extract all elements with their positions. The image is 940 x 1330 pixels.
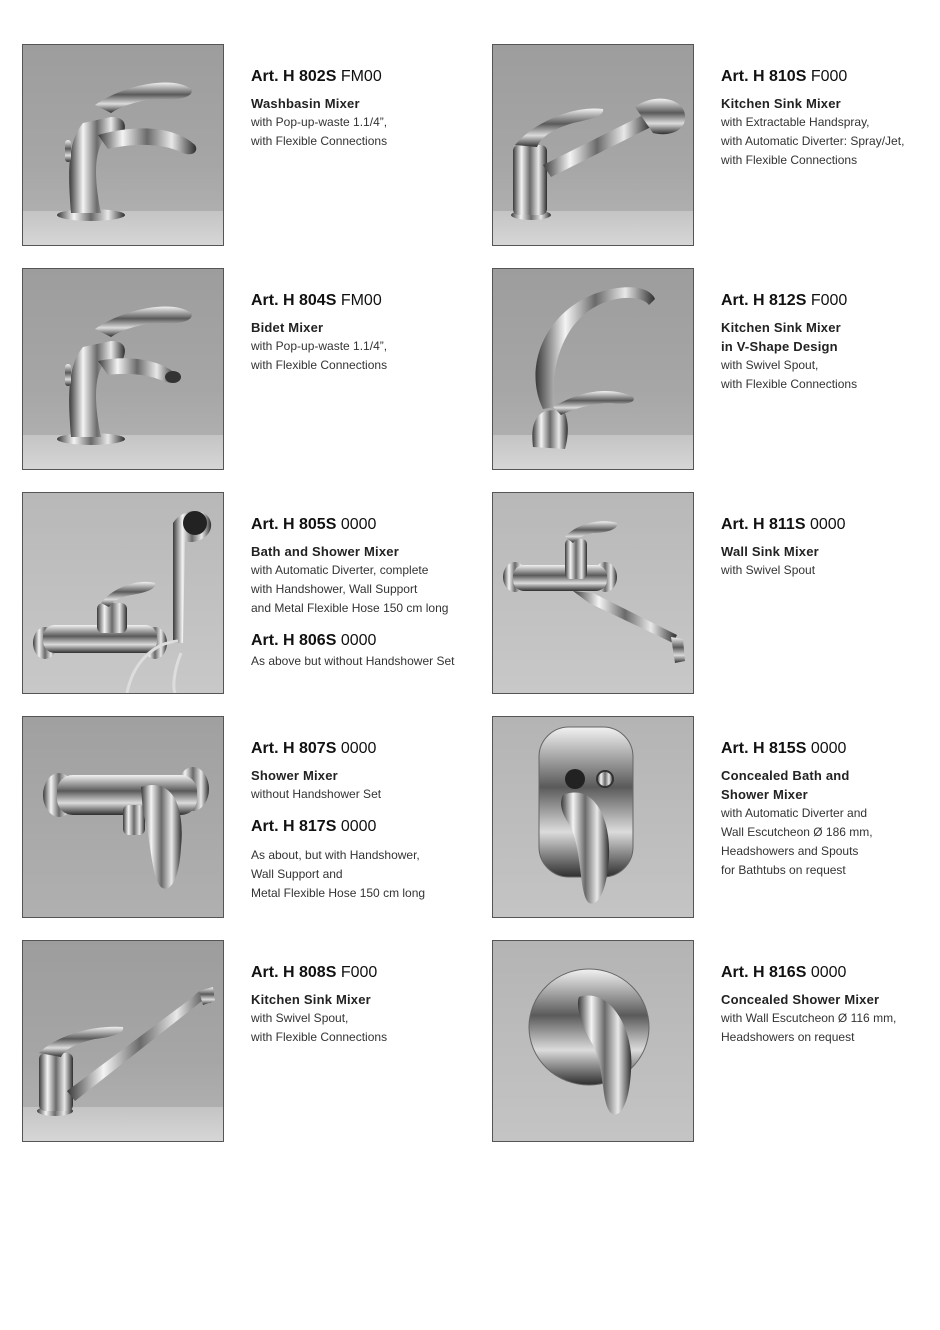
product-description-secondary: As above but without Handshower Set xyxy=(251,654,455,668)
product-h805s xyxy=(22,492,482,697)
article-code: Art. H 816S 0000 xyxy=(721,964,847,981)
product-h816s xyxy=(492,940,940,1145)
faucet-icon xyxy=(23,717,223,917)
faucet-icon xyxy=(493,493,693,693)
article-code: Art. H 811S 0000 xyxy=(721,516,846,533)
product-description: with Swivel Spout xyxy=(721,563,816,577)
article-code: Art. H 807S 0000 xyxy=(251,740,377,757)
article-code: Art. H 808S F000 xyxy=(251,964,378,981)
shower-mixer-photo xyxy=(22,716,224,918)
faucet-icon xyxy=(23,269,223,469)
faucet-icon xyxy=(23,45,223,245)
product-h811s xyxy=(492,492,940,697)
product-description: with Automatic Diverter, complete with Handshower, Wall Support and Metal Flexible Hose 150 cm long xyxy=(251,563,449,615)
article-code: Art. H 815S 0000 xyxy=(721,740,847,757)
v-shape-kitchen-mixer-photo xyxy=(492,268,694,470)
article-code: Art. H 810S F000 xyxy=(721,68,848,85)
article-code: Art. H 812S F000 xyxy=(721,292,848,309)
product-h815s xyxy=(492,716,940,921)
article-code-secondary: Art. H 806S 0000 xyxy=(251,632,377,649)
faucet-icon xyxy=(493,269,693,469)
product-description: with Pop-up-waste 1.1/4”, with Flexible Connections xyxy=(251,115,388,148)
product-description: with Automatic Diverter and Wall Escutcheon Ø 186 mm, Headshowers and Spouts for Bathtubs on request xyxy=(721,806,873,877)
faucet-icon xyxy=(493,45,693,245)
faucet-icon xyxy=(23,493,223,693)
product-name: Concealed Shower Mixer xyxy=(721,992,880,1007)
product-name: Kitchen Sink Mixer xyxy=(721,96,841,111)
product-h807s xyxy=(22,716,482,921)
product-h808s xyxy=(22,940,482,1145)
product-name: Bath and Shower Mixer xyxy=(251,544,399,559)
article-code: Art. H 802S FM00 xyxy=(251,68,382,85)
article-code-secondary: Art. H 817S 0000 xyxy=(251,818,377,835)
article-code: Art. H 804S FM00 xyxy=(251,292,382,309)
faucet-icon xyxy=(493,717,693,917)
washbasin-mixer-photo xyxy=(22,44,224,246)
kitchen-sink-mixer-swivel-photo xyxy=(22,940,224,1142)
product-name: Shower Mixer xyxy=(251,768,338,783)
product-description-secondary: As about, but with Handshower, Wall Support and Metal Flexible Hose 150 cm long xyxy=(251,848,426,900)
kitchen-sink-mixer-photo xyxy=(492,44,694,246)
bidet-mixer-photo xyxy=(22,268,224,470)
product-h810s xyxy=(492,44,940,249)
product-h802s xyxy=(22,44,482,249)
product-name: Wall Sink Mixer xyxy=(721,544,819,559)
product-description: with Swivel Spout, with Flexible Connections xyxy=(251,1011,388,1044)
bath-shower-mixer-photo xyxy=(22,492,224,694)
product-name: Concealed Bath and Shower Mixer xyxy=(721,768,850,802)
product-description: with Wall Escutcheon Ø 116 mm, Headshowers on request xyxy=(721,1011,897,1044)
product-name: Washbasin Mixer xyxy=(251,96,360,111)
wall-sink-mixer-photo xyxy=(492,492,694,694)
product-h812s xyxy=(492,268,940,473)
concealed-bath-shower-mixer-photo xyxy=(492,716,694,918)
product-name: Kitchen Sink Mixer xyxy=(251,992,371,1007)
faucet-icon xyxy=(493,941,693,1141)
article-code: Art. H 805S 0000 xyxy=(251,516,377,533)
product-description: with Swivel Spout, with Flexible Connections xyxy=(721,358,858,391)
product-description: with Pop-up-waste 1.1/4”, with Flexible Connections xyxy=(251,339,388,372)
faucet-icon xyxy=(23,941,223,1141)
product-h804s xyxy=(22,268,482,473)
product-name: Bidet Mixer xyxy=(251,320,324,335)
concealed-shower-mixer-photo xyxy=(492,940,694,1142)
product-description: without Handshower Set xyxy=(251,787,382,801)
product-name: Kitchen Sink Mixer in V-Shape Design xyxy=(721,320,841,354)
product-description: with Extractable Handspray, with Automatic Diverter: Spray/Jet, with Flexible Connections xyxy=(721,115,905,167)
